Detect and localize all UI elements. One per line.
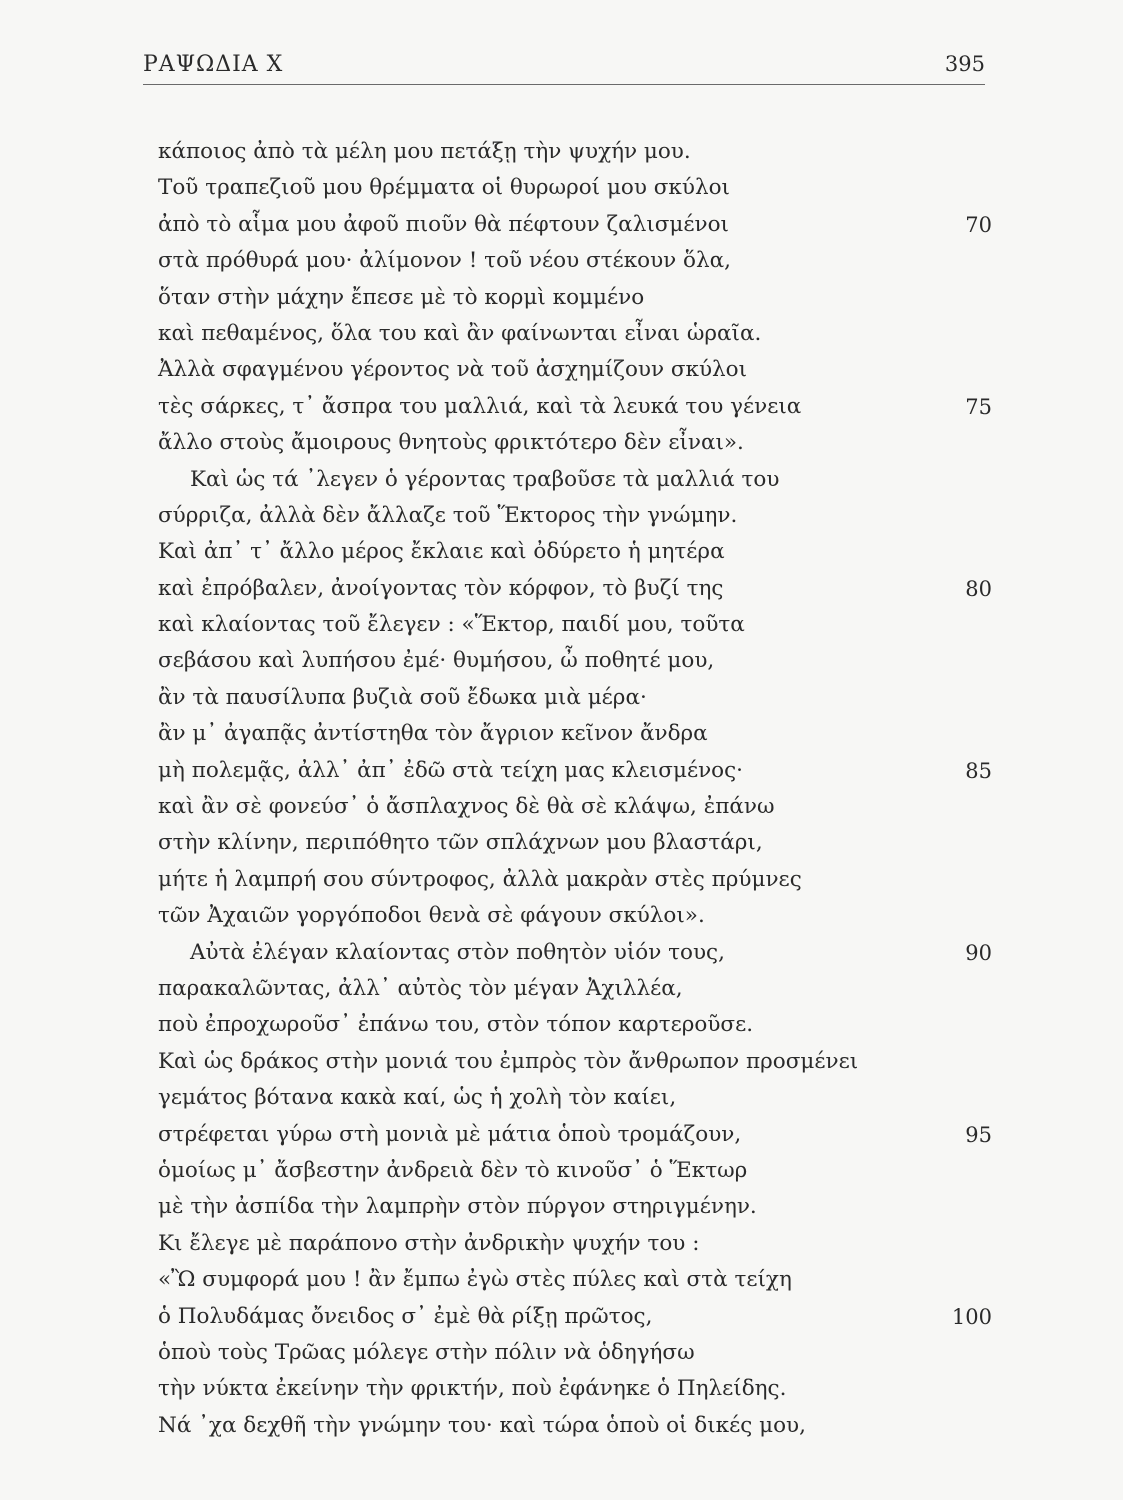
verse-text: μὲ τὴν ἀσπίδα τὴν λαμπρὴν στὸν πύργον στηριγμένην. (158, 1194, 757, 1220)
verse-text: ποὺ ἐπροχωροῦσ᾽ ἐπάνω του, στὸν τόπον καρτεροῦσε. (158, 1012, 754, 1038)
verse-line (158, 607, 1018, 643)
verse-line (158, 753, 1018, 789)
verse-line (158, 1044, 1018, 1080)
verse-text: στὰ πρόθυρά μου· ἀλίμονον ! τοῦ νέου στέκουν ὅλα, (158, 248, 731, 274)
verse-line (158, 1371, 1018, 1407)
line-number: 100 (951, 1304, 992, 1329)
verse-text: Τοῦ τραπεζιοῦ μου θρέμματα οἱ θυρωροί μου σκύλοι (158, 175, 730, 201)
page-header (143, 52, 985, 82)
verse-line (158, 1153, 1018, 1189)
verse-line (158, 862, 1018, 898)
verse-text: σύρριζα, ἀλλὰ δὲν ἄλλαζε τοῦ Ἕκτορος τὴν γνώμην. (158, 502, 738, 528)
verse-text: Αὐτὰ ἐλέγαν κλαίοντας στὸν ποθητὸν υἱόν τους, (190, 939, 725, 965)
header-rule (143, 84, 985, 85)
verse-line (158, 243, 1018, 279)
verse-line (158, 1226, 1018, 1262)
verse-text: στὴν κλίνην, περιπόθητο τῶν σπλάχνων μου βλαστάρι, (158, 830, 763, 856)
verse-line (158, 389, 1018, 425)
verse-line (158, 571, 1018, 607)
verse-text: ὅταν στὴν μάχην ἔπεσε μὲ τὸ κορμὶ κομμένο (158, 284, 645, 310)
verse-text: Καὶ ὡς τά ᾽λεγεν ὁ γέροντας τραβοῦσε τὰ μαλλιά του (190, 466, 780, 492)
verse-text: καὶ κλαίοντας τοῦ ἔλεγεν : «Ἕκτορ, παιδί μου, τοῦτα (158, 612, 745, 638)
verse-text: τὴν νύκτα ἐκείνην τὴν φρικτήν, ποὺ ἐφάνηκε ὁ Πηλείδης. (158, 1376, 787, 1402)
verse-text: παρακαλῶντας, ἀλλ᾽ αὐτὸς τὸν μέγαν Ἀχιλλέα, (158, 975, 683, 1001)
verse-line (158, 716, 1018, 752)
verse-text: ἂν τὰ παυσίλυπα βυζιὰ σοῦ ἔδωκα μιὰ μέρα· (158, 684, 647, 710)
verse-line (158, 1007, 1018, 1043)
verse-line (158, 1299, 1018, 1335)
verse-line (158, 280, 1018, 316)
verse-text: καὶ πεθαμένος, ὅλα του καὶ ἂν φαίνωνται εἶναι ὡραῖα. (158, 320, 762, 346)
verse-text: Ἀλλὰ σφαγμένου γέροντος νὰ τοῦ ἀσχημίζουν σκύλοι (158, 357, 748, 383)
verse-text: μήτε ἡ λαμπρή σου σύντροφος, ἀλλὰ μακρὰν στὲς πρύμνες (158, 866, 802, 892)
verse-line (158, 680, 1018, 716)
line-number: 90 (965, 940, 992, 965)
verse-line (158, 1262, 1018, 1298)
page-number: 395 (944, 52, 985, 76)
line-number: 85 (965, 758, 992, 783)
verse-text: τὲς σάρκες, τ᾽ ἄσπρα του μαλλιά, καὶ τὰ λευκά του γένεια (158, 393, 802, 419)
verse-text: κάποιος ἀπὸ τὰ μέλη μου πετάξῃ τὴν ψυχήν μου. (158, 139, 691, 164)
verse-text: ὁ Πολυδάμας ὄνειδος σ᾽ ἐμὲ θὰ ρίξῃ πρῶτος, (158, 1303, 653, 1329)
line-number: 80 (965, 576, 992, 601)
verse-text: τῶν Ἀχαιῶν γοργόποδοι θενὰ σὲ φάγουν σκύλοι». (158, 903, 705, 929)
verse-line (158, 498, 1018, 534)
verse-text: ἂν μ᾽ ἀγαπᾷς ἀντίστηθα τὸν ἄγριον κεῖνον ἄνδρα (158, 721, 708, 747)
verse-text: ἀπὸ τὸ αἷμα μου ἀφοῦ πιοῦν θὰ πέφτουν ζαλισμένοι (158, 211, 729, 237)
verse-text: ὁμοίως μ᾽ ἄσβεστην ἀνδρειὰ δὲν τὸ κινοῦσ᾽ ὁ Ἕκτωρ (158, 1157, 748, 1183)
verse-text: «Ὢ συμφορά μου ! ἂν ἔμπω ἐγὼ στὲς πύλες καὶ στὰ τείχη (158, 1267, 792, 1293)
verse-line (158, 898, 1018, 934)
line-number: 75 (965, 394, 992, 419)
verse-line (158, 352, 1018, 388)
verse-line (158, 825, 1018, 861)
verse-text: Καὶ ἀπ᾽ τ᾽ ἄλλο μέρος ἔκλαιε καὶ ὀδύρετο ἡ μητέρα (158, 539, 725, 565)
line-number: 70 (965, 212, 992, 237)
verse-line (158, 534, 1018, 570)
verse-text: σεβάσου καὶ λυπήσου ἐμέ· θυμήσου, ὦ ποθητέ μου, (158, 648, 715, 674)
verse-line (158, 789, 1018, 825)
verse-block (158, 134, 1018, 1444)
running-head: ΡΑΨΩΔΙΑ Χ (143, 52, 284, 77)
verse-line (158, 643, 1018, 679)
verse-line (158, 1189, 1018, 1225)
verse-line (158, 971, 1018, 1007)
verse-text: μὴ πολεμᾷς, ἀλλ᾽ ἀπ᾽ ἐδῶ στὰ τείχη μας κλεισμένος· (158, 757, 743, 783)
verse-text: Κι ἔλεγε μὲ παράπονο στὴν ἀνδρικὴν ψυχήν του : (158, 1230, 700, 1256)
verse-text: γεμάτος βότανα κακὰ καί, ὡς ἡ χολὴ τὸν καίει, (158, 1085, 677, 1111)
verse-line (158, 1408, 1018, 1444)
verse-text: καὶ ἐπρόβαλεν, ἀνοίγοντας τὸν κόρφον, τὸ βυζί της (158, 575, 724, 601)
verse-line (158, 134, 1018, 170)
verse-line (158, 170, 1018, 206)
verse-line (158, 207, 1018, 243)
verse-line (158, 1080, 1018, 1116)
line-number: 95 (965, 1122, 992, 1147)
verse-line (158, 316, 1018, 352)
verse-line (158, 1335, 1018, 1371)
verse-text: ὁποὺ τοὺς Τρῶας μόλεγε στὴν πόλιν νὰ ὁδηγήσω (158, 1339, 695, 1365)
verse-line (158, 1117, 1018, 1153)
verse-line (158, 425, 1018, 461)
verse-text: καὶ ἂν σὲ φονεύσ᾽ ὁ ἄσπλαχνος δὲ θὰ σὲ κλάψω, ἐπάνω (158, 794, 775, 820)
verse-text: ἄλλο στοὺς ἄμοιρους θνητοὺς φρικτότερο δὲν εἶναι». (158, 430, 744, 456)
verse-text: Νά ᾽χα δεχθῆ τὴν γνώμην του· καὶ τώρα ὁποὺ οἱ δικές μου, (158, 1412, 806, 1438)
verse-line (158, 935, 1018, 971)
verse-line (158, 462, 1018, 498)
verse-text: Καὶ ὡς δράκος στὴν μονιά του ἐμπρὸς τὸν ἄνθρωπον προσμένει (158, 1048, 859, 1074)
verse-text: στρέφεται γύρω στὴ μονιὰ μὲ μάτια ὁποὺ τρομάζουν, (158, 1121, 742, 1147)
